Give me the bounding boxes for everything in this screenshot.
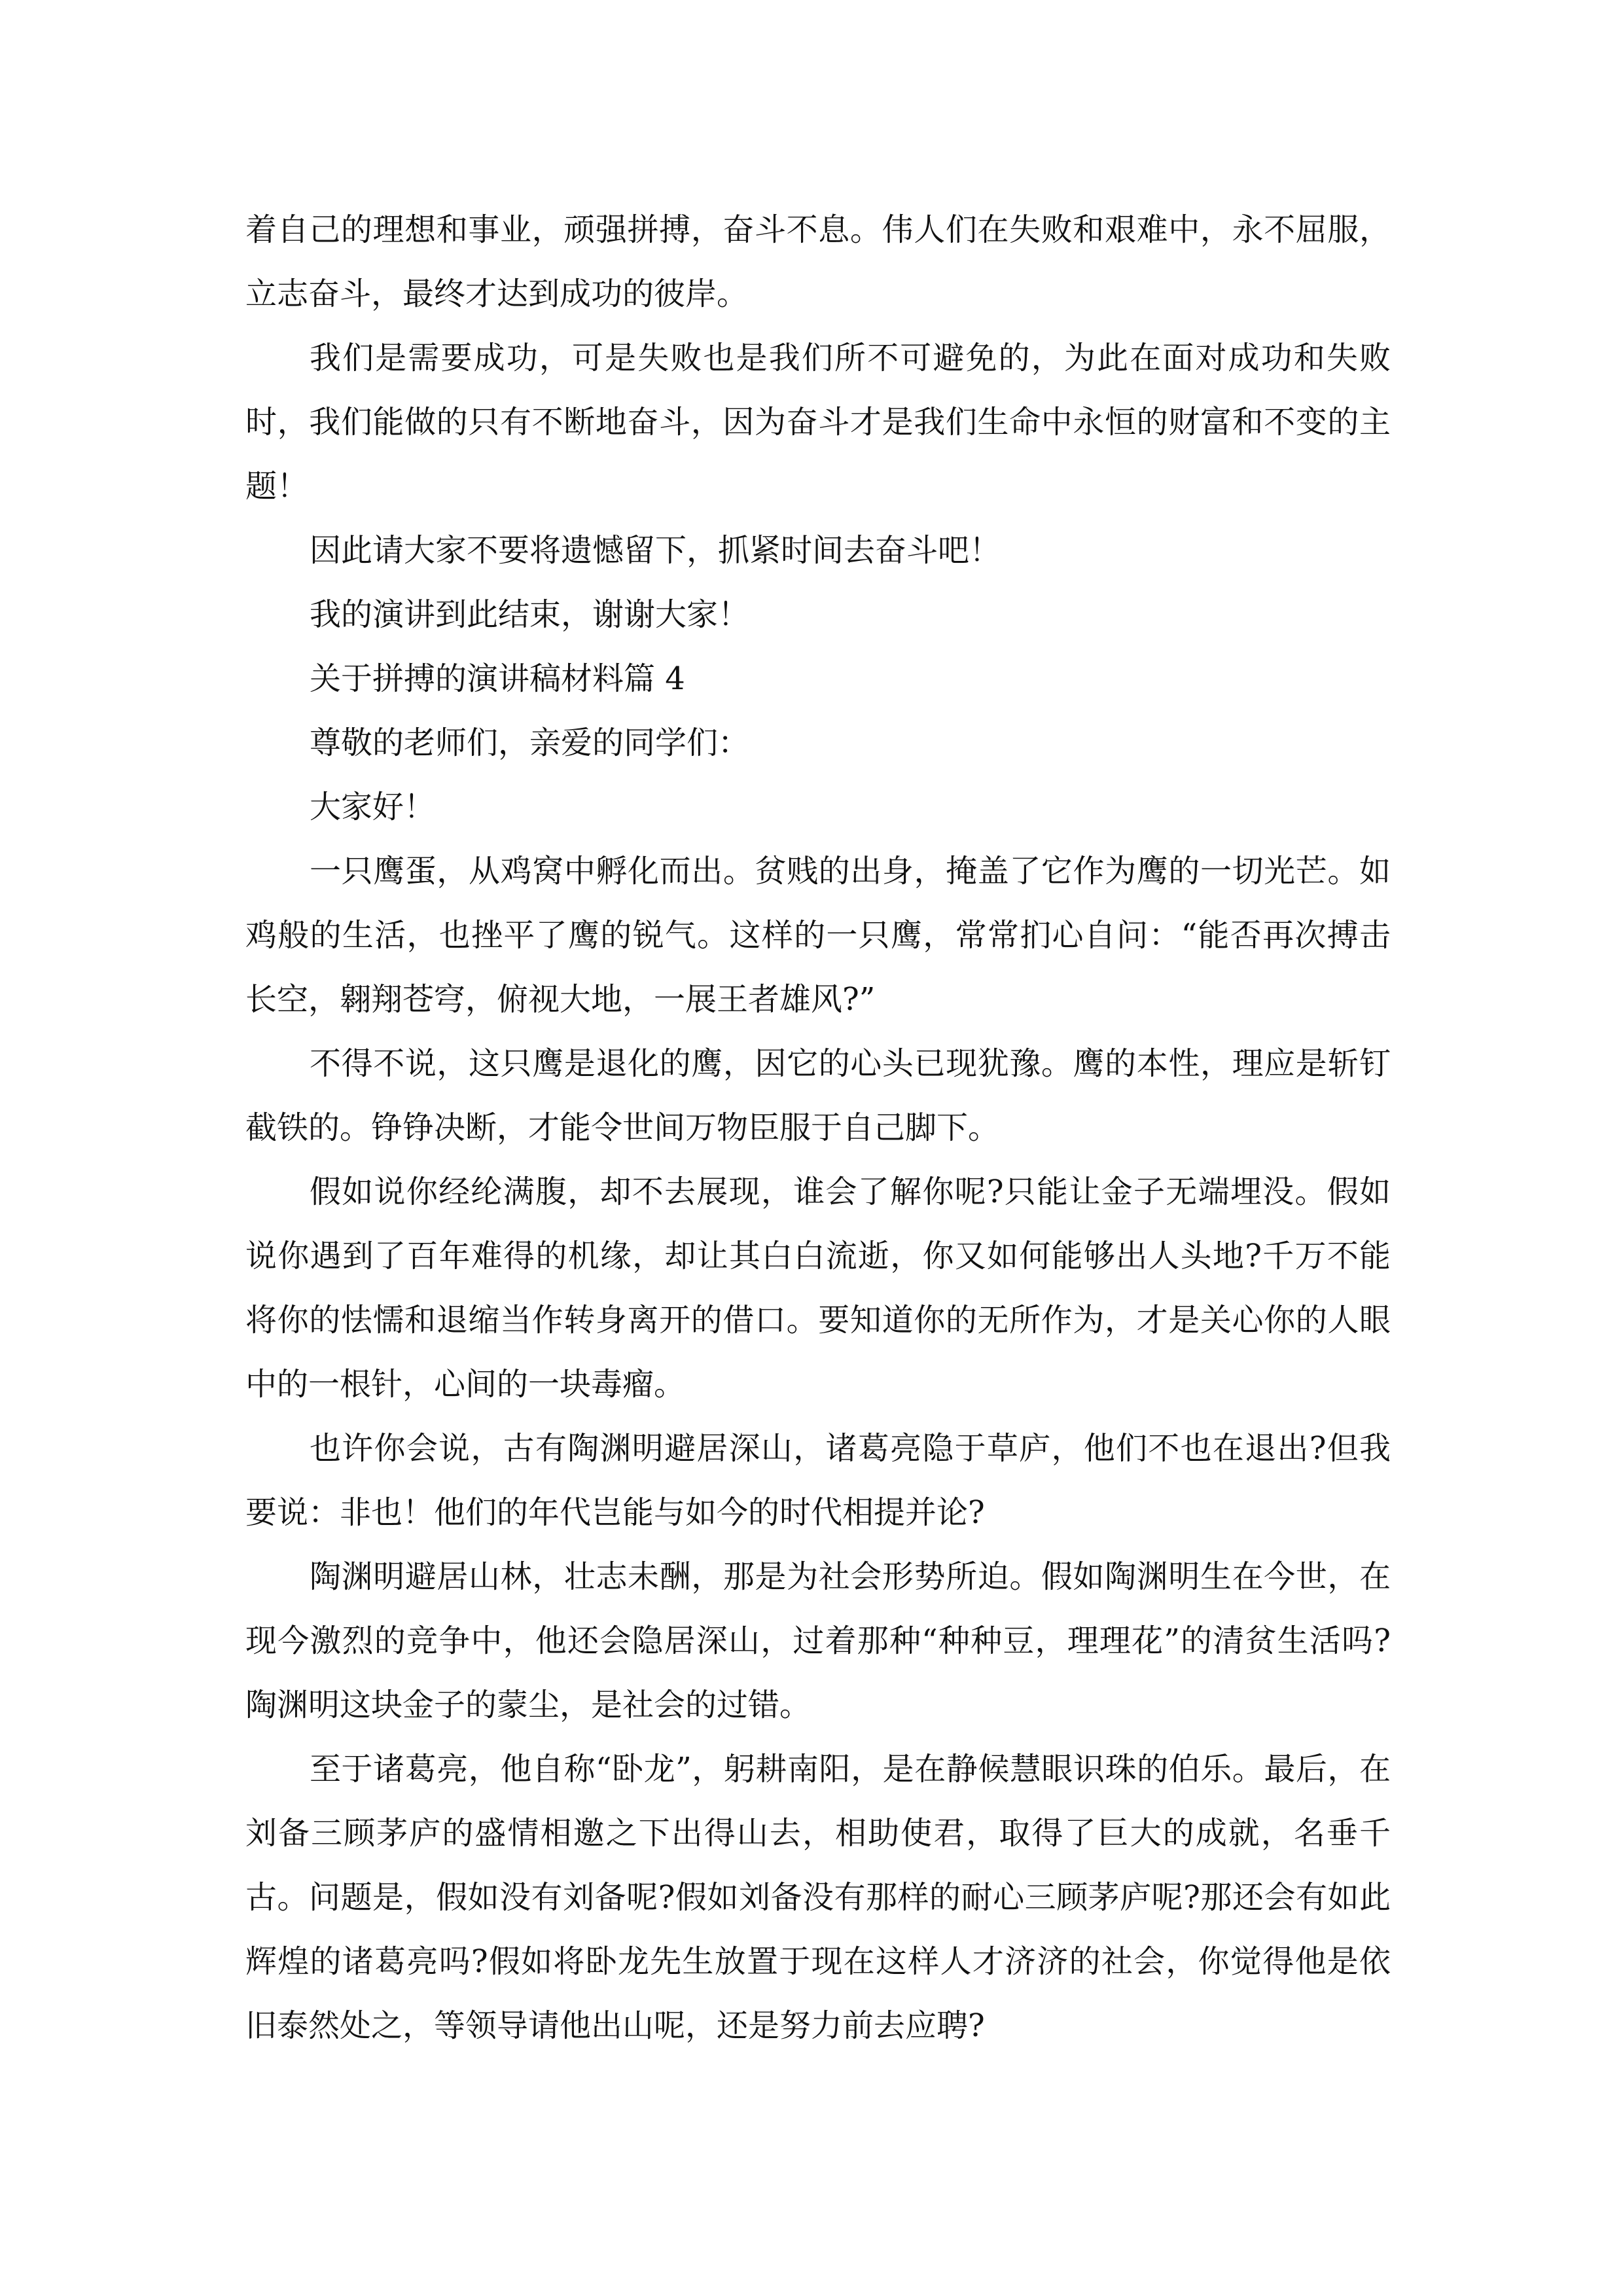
paragraph: 假如说你经纶满腹，却不去展现，谁会了解你呢?只能让金子无端埋没。假如说你遇到了百年难得的机缘，却让其白白流逝，你又如何能够出人头地?千万不能将你的怯懦和退缩当作转身离开的借口。要知道你的无所作为，才是关心你的人眼中的一根针，心间的一块毒瘤。	[245, 1174, 1391, 1403]
paragraph: 我的演讲到此结束，谢谢大家！	[310, 596, 750, 633]
paragraph: 至于诸葛亮，他自称“卧龙”，躬耕南阳，是在静候慧眼识珠的伯乐。最后，在刘备三顾茅庐的盛情相邀之下出得山去，相助使君，取得了巨大的成就，名垂千古。问题是，假如没有刘备呢?假如刘备没有那样的耐心三顾茅庐呢?那还会有如此辉煌的诸葛亮吗?假如将卧龙先生放置于现在这样人才济济的社会，你觉得他是依旧泰然处之，等领导请他出山呢，还是努力前去应聘?	[245, 1751, 1391, 2044]
paragraph-continued: 着自己的理想和事业，顽强拼搏，奋斗不息。伟人们在失败和艰难中，永不屈服，立志奋斗，最终才达到成功的彼岸。	[245, 211, 1391, 312]
paragraph: 陶渊明避居山林，壮志未酬，那是为社会形势所迫。假如陶渊明生在今世，在现今激烈的竞争中，他还会隐居深山，过着那种“种种豆，理理花”的清贫生活吗?陶渊明这块金子的蒙尘，是社会的过错。	[245, 1558, 1391, 1723]
greeting: 大家好！	[310, 789, 436, 825]
salutation: 尊敬的老师们，亲爱的同学们：	[310, 725, 750, 761]
paragraph: 我们是需要成功，可是失败也是我们所不可避免的，为此在面对成功和失败时，我们能做的只有不断地奋斗，因为奋斗才是我们生命中永恒的财富和不变的主题！	[245, 340, 1391, 505]
section-heading: 关于拼搏的演讲稿材料篇 4	[310, 660, 685, 697]
paragraph: 因此请大家不要将遗憾留下，抓紧时间去奋斗吧！	[310, 532, 1001, 569]
paragraph: 也许你会说，古有陶渊明避居深山，诸葛亮隐于草庐，他们不也在退出?但我要说：非也！他们的年代岂能与如今的时代相提并论?	[245, 1430, 1391, 1531]
document-body	[245, 198, 1391, 2058]
paragraph: 不得不说，这只鹰是退化的鹰，因它的心头已现犹豫。鹰的本性，理应是斩钉截铁的。铮铮决断，才能令世间万物臣服于自己脚下。	[245, 1045, 1391, 1146]
paragraph: 一只鹰蛋，从鸡窝中孵化而出。贫贱的出身，掩盖了它作为鹰的一切光芒。如鸡般的生活，也挫平了鹰的锐气。这样的一只鹰，常常扪心自问：“能否再次搏击长空，翱翔苍穹，俯视大地，一展王者雄风?”	[245, 853, 1391, 1018]
